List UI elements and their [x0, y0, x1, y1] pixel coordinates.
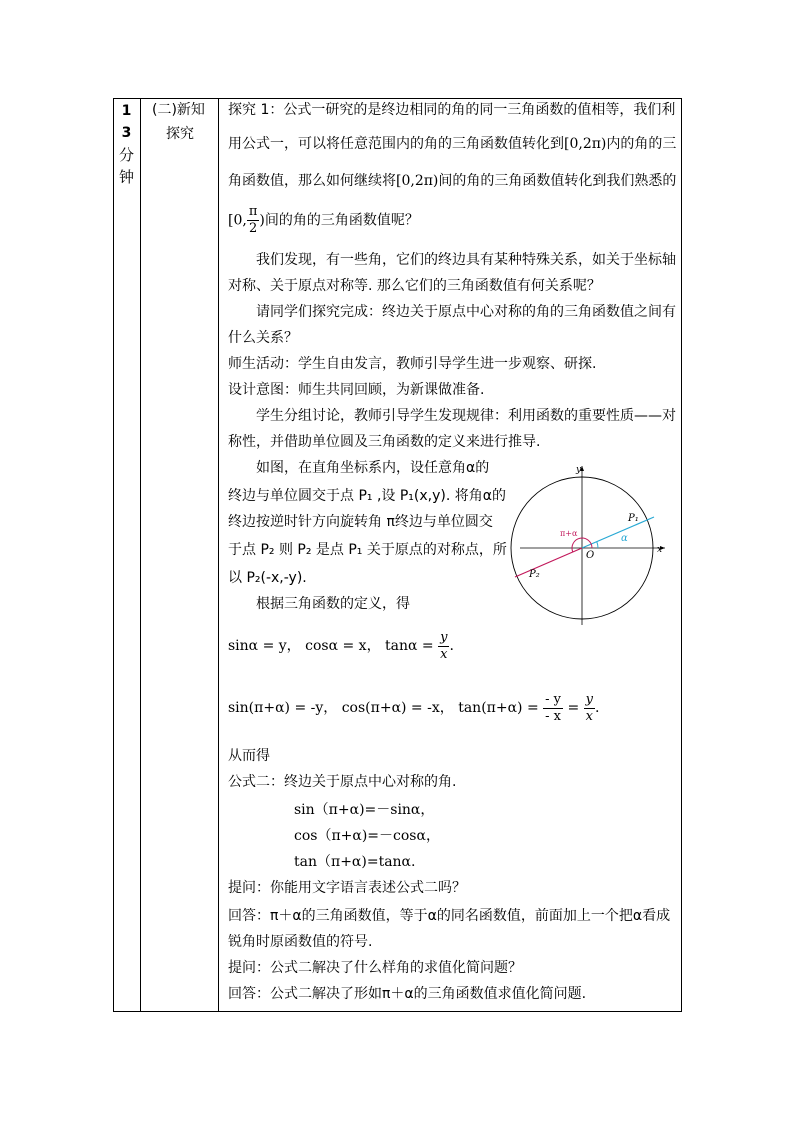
question-1: 提问：你能用文字语言表述公式二吗？: [228, 880, 466, 896]
p1-b-text1: 用公式一，可以将任意范围内的角的三角函数值转化到: [228, 136, 564, 152]
interval-0-2pi-2: [0,2π): [396, 173, 439, 189]
p1-line-b: [228, 134, 676, 154]
p1-c-text1: 角函数值，那么如何继续将: [228, 173, 396, 189]
frac-den-x: x: [440, 646, 448, 662]
x-axis-label: x: [657, 545, 663, 555]
p3-line-a: 请同学们探究完成：终边关于原点中心对称的角的三角函数值之间有: [256, 304, 676, 320]
p7-line-b: 终边与单位圆交于点 P₁ ,设 P₁(x,y). 将角α的: [228, 488, 506, 504]
formula2-tan: tan（π+α)=tanα.: [294, 854, 416, 870]
answer-1-line-a: 回答：π＋α的三角函数值，等于α的同名函数值，前面加上一个把α看成: [228, 908, 671, 924]
f2-period: .: [595, 700, 600, 716]
interval-0-2pi: [0,2π): [564, 136, 607, 152]
neg-y-over-neg-x-fraction: [543, 692, 563, 725]
stage-label-1: (二)新知: [152, 102, 205, 118]
time-unit-fen: 分: [118, 146, 134, 164]
frac2-num-y: y: [585, 691, 594, 707]
pi-half-num: π: [248, 204, 258, 219]
pi-half-den: 2: [248, 221, 258, 236]
formula2-cos: cos（π+α)=－cosα，: [294, 828, 440, 844]
y-over-x-fraction-2: [584, 692, 595, 725]
tan-pi-alpha: tan(π+α) =: [458, 700, 539, 716]
p2-ray: [515, 548, 582, 577]
stage-label-2: 探究: [166, 126, 194, 142]
frac-num-neg-y: - y: [545, 691, 562, 707]
p6-line-a: 学生分组讨论，教师引导学生发现规律：利用函数的重要性质——对: [256, 408, 676, 424]
p6-line-b: 称性，并借助单位圆及三角函数的定义来进行推导.: [228, 434, 541, 450]
pi-alpha-label: π+α: [560, 529, 578, 538]
p1-label: P₁: [628, 513, 639, 524]
p4-line: 师生活动：学生自由发言，教师引导学生进一步观察、研探.: [228, 356, 597, 372]
question-2: 提问：公式二解决了什么样角的求值化简问题？: [228, 960, 522, 976]
y-over-x-fraction: [438, 630, 449, 663]
p8-line: 根据三角函数的定义，得: [256, 596, 410, 612]
answer-2: 回答：公式二解决了形如π＋α的三角函数值求值化简问题.: [228, 986, 587, 1002]
alpha-label: α: [621, 533, 628, 544]
interval-0-pi-half-pre: [0,: [228, 212, 247, 229]
p9-line: 从而得: [228, 748, 270, 764]
origin-label: O: [586, 550, 595, 561]
time-cell: [113, 98, 140, 188]
p7-line-d: 于点 P₂ 则 P₂ 是点 P₁ 关于原点的对称点，所: [228, 542, 507, 558]
formula-definitions: [228, 628, 454, 664]
frac2-den-x: x: [585, 708, 593, 724]
time-unit-zhong: 钟: [118, 168, 134, 186]
p1-c-text2: 间的角的三角函数值转化到我们熟悉的: [438, 173, 677, 189]
interval-0-pi-half-post: ): [259, 212, 265, 229]
time-digit-3: 3: [121, 125, 132, 141]
answer-1-line-b: 锐角时原函数值的符号.: [228, 934, 373, 950]
cos-def: cosα = x，: [305, 638, 381, 654]
p1-d-text: 间的角的三角函数值呢？: [264, 212, 419, 229]
sin-def: sinα = y，: [228, 638, 301, 654]
frac-den-neg-x: - x: [545, 708, 561, 724]
p1-line-c: [228, 171, 676, 191]
unit-circle-figure: [510, 460, 670, 630]
sin-pi-alpha: sin(π+α) = -y，: [228, 700, 338, 716]
formula2-sin: sin（π+α)=－sinα，: [294, 802, 435, 818]
p2-line-a: 我们发现，有一些角，它们的终边具有某种特殊关系，如关于坐标轴: [256, 252, 676, 268]
p1-ray: [582, 517, 654, 548]
p7-line-c: 终边按逆时针方向旋转角 π终边与单位圆交: [228, 514, 493, 530]
tan-def: tanα =: [385, 638, 434, 654]
p1-b-text2: 内的角的三: [606, 136, 677, 152]
alpha-arc: [597, 542, 598, 548]
f1-period: .: [449, 638, 454, 654]
p3-line-b: 什么关系？: [228, 330, 298, 346]
p2-label: P₂: [529, 569, 540, 580]
y-axis-label: y: [576, 465, 582, 475]
time-digit-1: 1: [121, 103, 132, 119]
cos-pi-alpha: cos(π+α) = -x，: [341, 700, 454, 716]
pi-half-fraction: [247, 204, 260, 237]
p5-line: 设计意图：师生共同回顾，为新课做准备.: [228, 382, 485, 398]
frac-num-y: y: [440, 629, 448, 645]
equals-sign: =: [567, 700, 580, 716]
p7-line-a: 如图，在直角坐标系内，设任意角α的: [256, 460, 490, 476]
p1-line-a: 探究 1：公式一研究的是终边相同的角的同一三角函数的值相等，我们利: [228, 102, 676, 118]
p7-line-e: 以 P₂(-x,-y).: [228, 570, 307, 586]
formula-pi-plus-alpha: [228, 690, 599, 726]
p2-line-b: 对称、关于原点对称等. 那么它们的三角函数值有何关系呢？: [228, 278, 601, 294]
p10-line: 公式二：终边关于原点中心对称的角.: [228, 774, 457, 790]
p1-line-d: [228, 204, 419, 237]
